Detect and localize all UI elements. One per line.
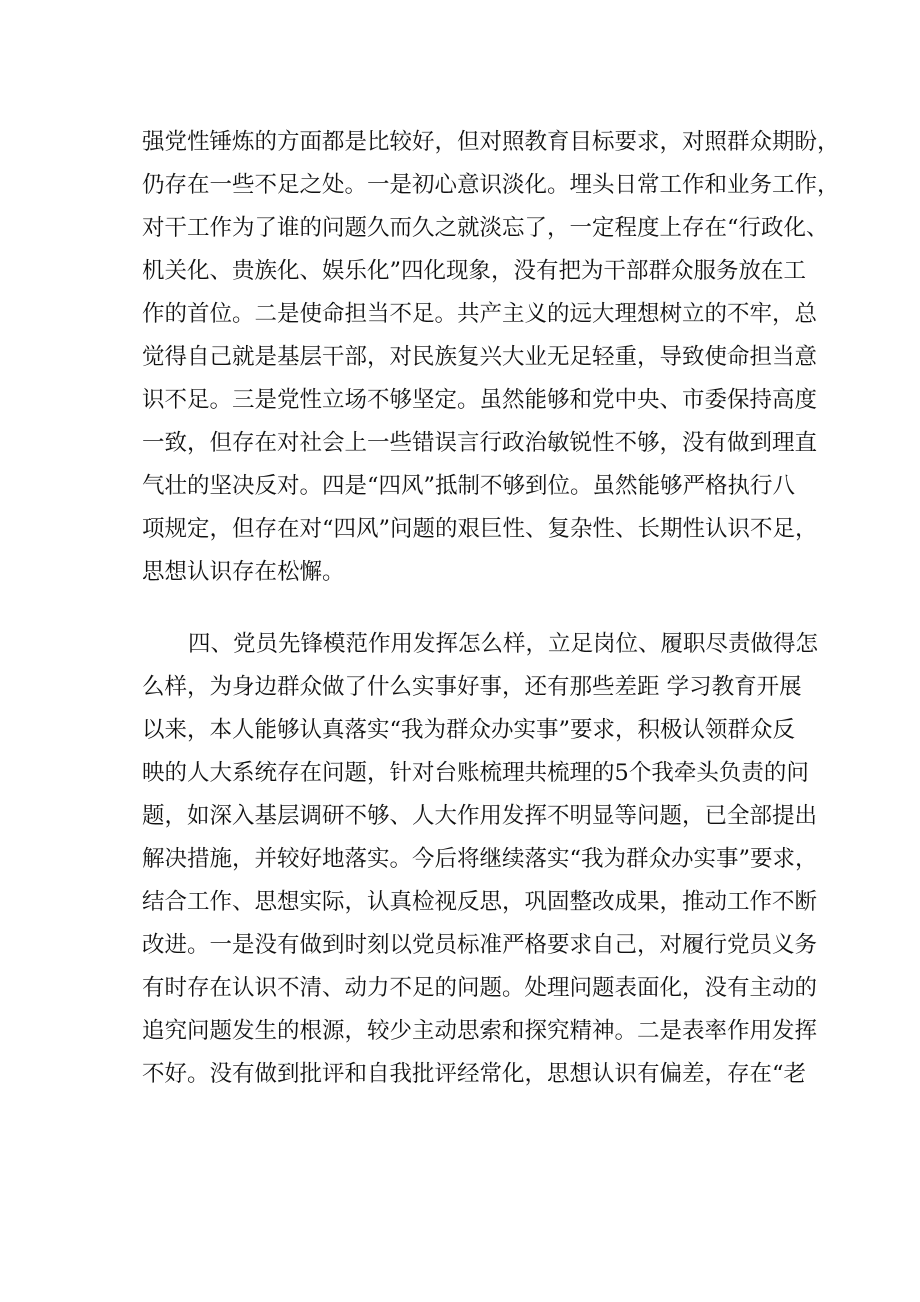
- paragraph-line: 么样，为身边群众做了什么实事好事，还有那些差距 学习教育开展: [142, 674, 802, 700]
- paragraph-line: 改进。一是没有做到时刻以党员标准严格要求自己，对履行党员义务: [142, 932, 818, 958]
- paragraph-line: 机关化、贵族化、娱乐化”四化现象，没有把为干部群众服务放在工: [142, 258, 807, 284]
- paragraph-line: 项规定，但存在对“四风”问题的艰巨性、复杂性、长期性认识不足，: [142, 516, 818, 542]
- paragraph-line: 对干工作为了谁的问题久而久之就淡忘了，一定程度上存在“行政化、: [142, 215, 829, 241]
- paragraph-line: 结合工作、思想实际，认真检视反思，巩固整改成果，推动工作不断: [142, 889, 818, 915]
- paragraph-line: 仍存在一些不足之处。一是初心意识淡化。埋头日常工作和业务工作，: [142, 172, 840, 198]
- paragraph-line: 有时存在认识不清、动力不足的问题。处理问题表面化，没有主动的: [142, 975, 818, 1001]
- paragraph-line: 解决措施，并较好地落实。今后将继续落实“我为群众办实事”要求，: [142, 846, 818, 872]
- paragraph-line: 觉得自己就是基层干部，对民族复兴大业无足轻重，导致使命担当意: [142, 344, 818, 370]
- paragraph-line: 作的首位。二是使命担当不足。共产主义的远大理想树立的不牢，总: [142, 301, 818, 327]
- paragraph-line: 气壮的坚决反对。四是“四风”抵制不够到位。虽然能够严格执行八: [142, 473, 796, 499]
- paragraph-line: 强党性锤炼的方面都是比较好，但对照教育目标要求，对照群众期盼，: [142, 129, 840, 155]
- paragraph-line: 识不足。三是党性立场不够坚定。虽然能够和党中央、市委保持高度: [142, 387, 818, 413]
- paragraph-line: 题，如深入基层调研不够、人大作用发挥不明显等问题，已全部提出: [142, 803, 818, 829]
- paragraph-line: 映的人大系统存在问题，针对台账梳理共梳理的5个我牵头负责的问: [142, 760, 809, 786]
- paragraph-line: 一致，但存在对社会上一些错误言行政治敏锐性不够，没有做到理直: [142, 430, 818, 456]
- paragraph-line: 四、党员先锋模范作用发挥怎么样，立足岗位、履职尽责做得怎: [188, 631, 819, 657]
- paragraph-line: 追究问题发生的根源，较少主动思索和探究精神。二是表率作用发挥: [142, 1018, 818, 1044]
- paragraph-line: 以来，本人能够认真落实“我为群众办实事”要求，积极认领群众反: [142, 717, 796, 743]
- paragraph-line: 不好。没有做到批评和自我批评经常化，思想认识有偏差，存在“老: [142, 1061, 807, 1087]
- paragraph-line: 思想认识存在松懈。: [142, 559, 345, 585]
